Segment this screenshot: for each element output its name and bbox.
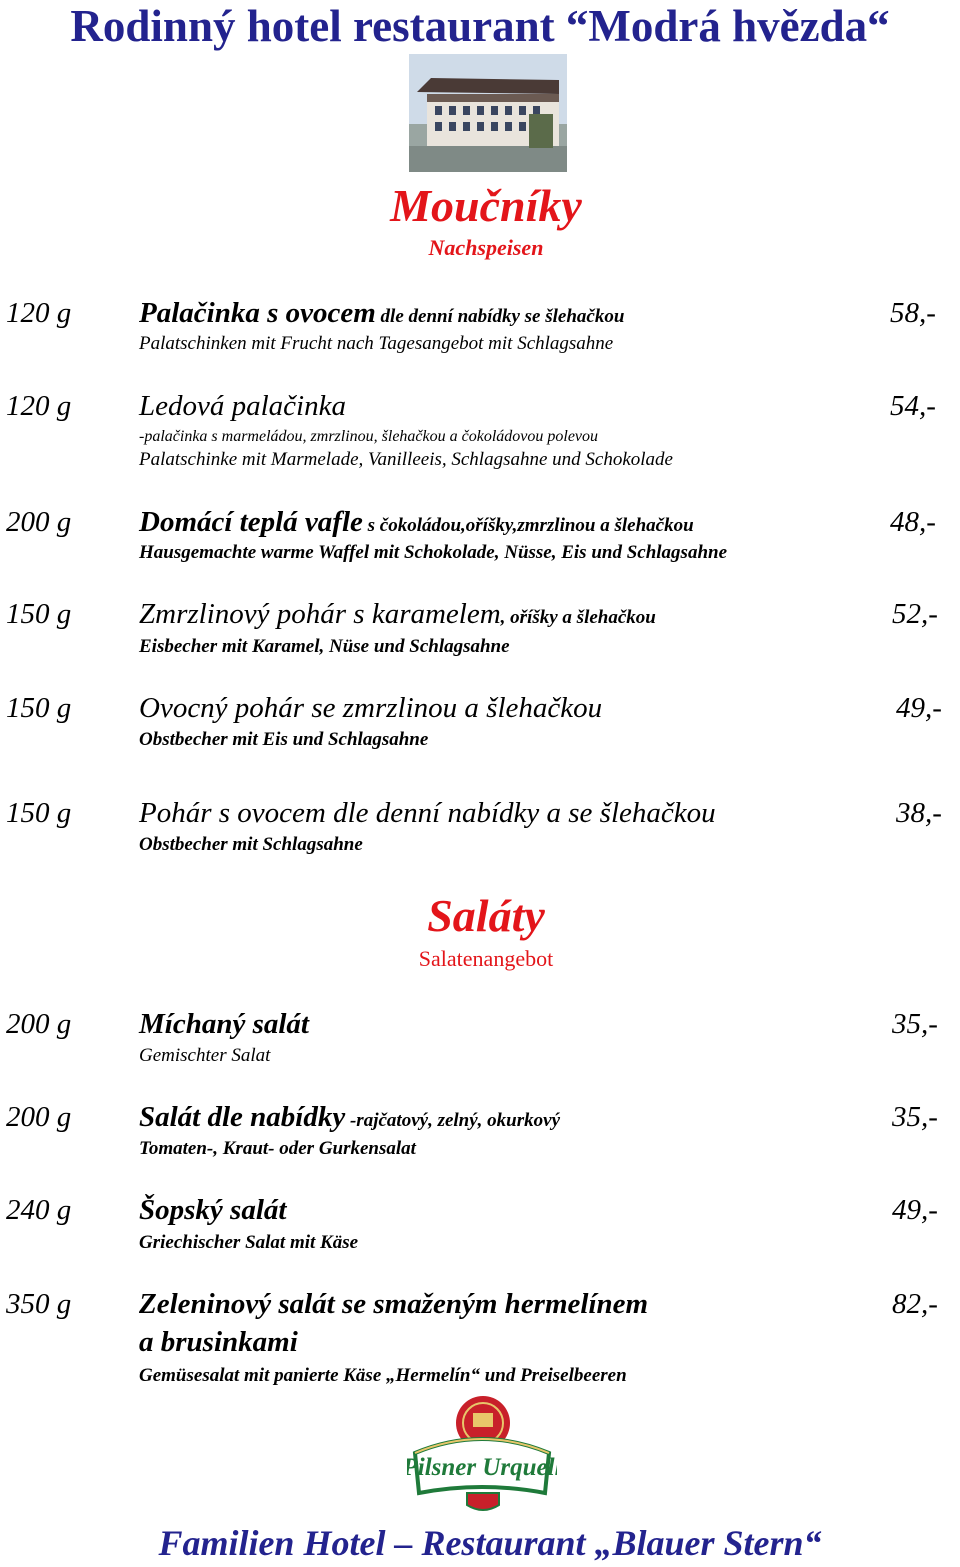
item-weight: 200 g: [6, 506, 72, 538]
item-price: 48,-: [890, 506, 936, 538]
item-price: 35,-: [892, 1008, 938, 1040]
item-weight: 150 g: [6, 797, 72, 829]
item-price: 54,-: [890, 390, 936, 422]
item-name: Domácí teplá vafle s čokoládou,oříšky,zmrzlinou a šlehačkou: [139, 506, 694, 538]
desserts-title: Moučníky: [390, 180, 582, 231]
hotel-title: Rodinný hotel restaurant “Modrá hvězda“: [70, 1, 890, 51]
desserts-subtitle: Nachspeisen: [428, 235, 544, 260]
item-translation: Obstbecher mit Eis und Schlagsahne: [139, 729, 429, 750]
salads-title: Saláty: [427, 890, 545, 941]
item-name: Šopský salát: [139, 1194, 287, 1226]
item-translation: Eisbecher mit Karamel, Nüse und Schlagsahne: [139, 636, 510, 657]
item-price: 49,-: [892, 1194, 938, 1226]
item-weight: 120 g: [6, 297, 72, 329]
item-name: Pohár s ovocem dle denní nabídky a se šlehačkou: [139, 797, 716, 829]
item-price: 82,-: [892, 1288, 938, 1320]
item-translation: Palatschinken mit Frucht nach Tagesangebot mit Schlagsahne: [139, 333, 614, 354]
item-translation: Palatschinke mit Marmelade, Vanilleeis, Schlagsahne und Schokolade: [139, 449, 673, 470]
item-price: 38,-: [896, 797, 942, 829]
item-name: Ledová palačinka: [139, 390, 346, 422]
item-price: 58,-: [890, 297, 936, 329]
item-translation: Gemüsesalat mit panierte Käse „Hermelín“ und Preiselbeeren: [139, 1365, 627, 1386]
logo-text: Pilsner Urquell: [407, 1454, 557, 1481]
item-translation: Tomaten-, Kraut- oder Gurkensalat: [139, 1138, 416, 1159]
item-weight: 350 g: [6, 1288, 72, 1320]
item-price: 49,-: [896, 692, 942, 724]
item-name: Zeleninový salát se smaženým hermelínem: [139, 1288, 649, 1320]
item-name: Ovocný pohár se zmrzlinou a šlehačkou: [139, 692, 603, 724]
salads-subtitle: Salatenangebot: [418, 946, 554, 971]
item-weight: 150 g: [6, 598, 72, 630]
item-price: 52,-: [892, 598, 938, 630]
item-name: Palačinka s ovocem dle denní nabídky se šlehačkou: [139, 297, 625, 329]
item-translation: Griechischer Salat mit Käse: [139, 1232, 359, 1253]
item-weight: 200 g: [6, 1008, 72, 1040]
item-name: Míchaný salát: [139, 1008, 309, 1040]
item-name: Salát dle nabídky -rajčatový, zelný, okurkový: [139, 1101, 560, 1133]
hotel-photo: [409, 54, 567, 172]
item-name-continued: a brusinkami: [139, 1326, 298, 1358]
item-translation: Hausgemachte warme Waffel mit Schokolade, Nüsse, Eis und Schlagsahne: [139, 542, 728, 563]
item-weight: 240 g: [6, 1194, 72, 1226]
item-name: Zmrzlinový pohár s karamelem, oříšky a šlehačkou: [139, 598, 656, 630]
pilsner-urquell-logo: [407, 1395, 557, 1513]
item-weight: 120 g: [6, 390, 72, 422]
item-description: -palačinka s marmeládou, zmrzlinou, šlehačkou a čokoládovou polevou: [139, 428, 599, 445]
item-weight: 150 g: [6, 692, 72, 724]
item-price: 35,-: [892, 1101, 938, 1133]
item-weight: 200 g: [6, 1101, 72, 1133]
item-translation: Obstbecher mit Schlagsahne: [139, 834, 363, 855]
item-translation: Gemischter Salat: [139, 1045, 271, 1066]
footer-title: Familien Hotel – Restaurant „Blauer Stern“: [158, 1523, 822, 1563]
